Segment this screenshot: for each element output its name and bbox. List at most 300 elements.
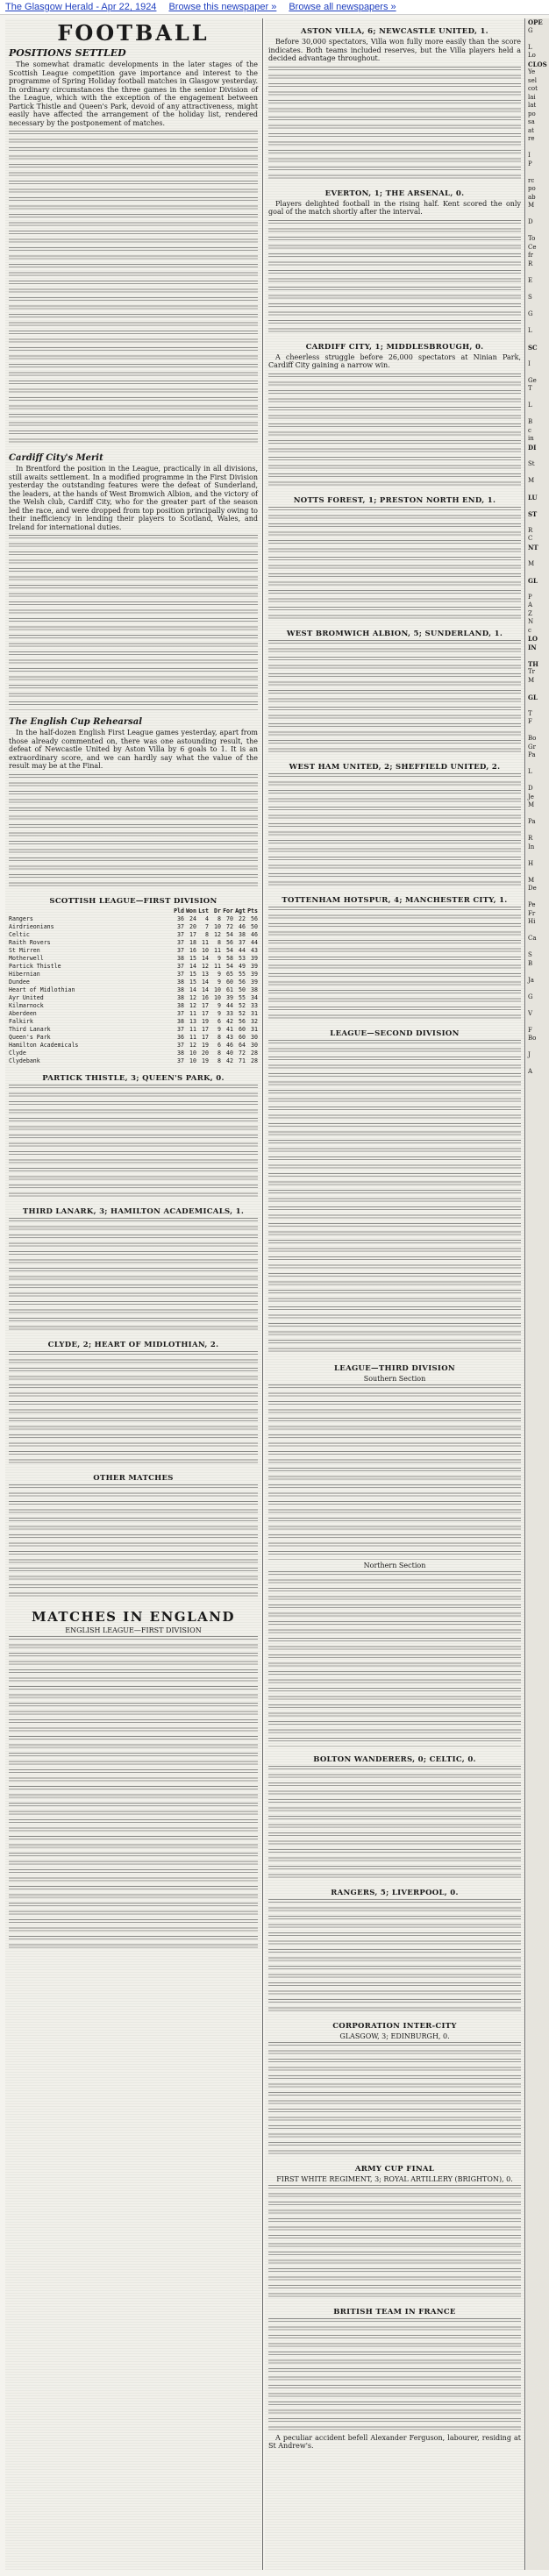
cropped-text-fragment bbox=[526, 568, 549, 577]
table-cell: 38 bbox=[177, 986, 184, 993]
cropped-text-fragment: LU bbox=[528, 493, 538, 502]
cropped-text-fragment bbox=[526, 893, 549, 902]
team-name: Aberdeen bbox=[9, 1009, 37, 1017]
table-row bbox=[9, 1057, 258, 1065]
cropped-text-fragment bbox=[526, 168, 549, 177]
article-body-text bbox=[9, 131, 258, 446]
table-row bbox=[9, 994, 258, 1002]
table-cell: 10 bbox=[214, 922, 221, 930]
table-cell: 30 bbox=[251, 1033, 258, 1041]
subhead-english-cup: The English Cup Rehearsal bbox=[9, 717, 143, 727]
viewer-toolbar bbox=[0, 0, 549, 15]
table-cell: 46 bbox=[226, 1041, 233, 1049]
table-cell: 19 bbox=[202, 1041, 209, 1049]
table-row bbox=[9, 947, 258, 955]
table-cell: 10 bbox=[189, 1057, 196, 1064]
match-report-text bbox=[268, 2318, 521, 2432]
cropped-text-fragment bbox=[526, 1060, 549, 1069]
table-cell: 15 bbox=[189, 978, 196, 986]
cropped-text-fragment: G bbox=[528, 993, 533, 1000]
table-cell: 37 bbox=[177, 1025, 184, 1033]
table-cell: 49 bbox=[239, 962, 246, 970]
table-cell: 55 bbox=[239, 970, 246, 978]
cropped-text-fragment: po bbox=[528, 185, 536, 192]
cropped-text-fragment: Z bbox=[528, 609, 532, 617]
table-cell: 20 bbox=[189, 922, 196, 930]
cropped-text-fragment: T bbox=[528, 385, 532, 392]
table-cell: 11 bbox=[189, 1033, 196, 1041]
cropped-text-fragment: I bbox=[528, 359, 531, 367]
cropped-text-fragment: at bbox=[528, 126, 534, 134]
match-report-text bbox=[268, 67, 521, 181]
cropped-text-fragment: A bbox=[528, 1068, 533, 1075]
table-cell: 70 bbox=[226, 914, 233, 922]
cropped-text-fragment: GL bbox=[528, 693, 538, 701]
table-cell: 9 bbox=[217, 1009, 221, 1017]
table-cell: 44 bbox=[251, 938, 258, 946]
cropped-text-fragment bbox=[526, 35, 549, 44]
table-cell: 22 bbox=[239, 914, 246, 922]
table-cell: 18 bbox=[189, 938, 196, 946]
team-name: Motherwell bbox=[9, 954, 44, 962]
cropped-text-fragment: E bbox=[528, 276, 533, 284]
cropped-text-fragment bbox=[526, 394, 549, 402]
table-cell: 8 bbox=[217, 1049, 221, 1057]
table-cell: 12 bbox=[189, 1041, 196, 1049]
table-cell: 19 bbox=[202, 1017, 209, 1025]
column-middle bbox=[265, 18, 524, 2570]
table-row bbox=[9, 955, 258, 963]
column-left bbox=[5, 18, 261, 2570]
table-cell: 50 bbox=[251, 922, 258, 930]
cropped-text-fragment: GL bbox=[528, 576, 538, 585]
table-cell: 17 bbox=[202, 1009, 209, 1017]
article-body-text bbox=[9, 774, 258, 888]
cropped-text-fragment: Ye bbox=[528, 68, 536, 75]
table-cell: 12 bbox=[189, 993, 196, 1001]
table-cell: 36 bbox=[177, 1033, 184, 1041]
browse-all-link[interactable]: Browse all newspapers » bbox=[289, 2, 396, 12]
cropped-text-fragment: M bbox=[528, 202, 535, 209]
table-cell: 17 bbox=[202, 1001, 209, 1009]
cropped-text-fragment: Ce bbox=[528, 243, 537, 251]
team-name: Clyde bbox=[9, 1049, 26, 1057]
table-cell: Pld bbox=[174, 907, 184, 914]
newspaper-date-link[interactable]: The Glasgow Herald - Apr 22, 1924 bbox=[5, 2, 157, 12]
cropped-text-fragment bbox=[526, 968, 549, 977]
section-subheading: Southern Section bbox=[363, 1374, 426, 1383]
table-cell: 42 bbox=[226, 1057, 233, 1064]
cropped-text-fragment: Pa bbox=[528, 751, 536, 758]
cropped-text-fragment: I bbox=[528, 152, 531, 159]
table-cell: 38 bbox=[239, 930, 246, 938]
match-report-text bbox=[268, 2042, 521, 2156]
match-heading: WEST BROMWICH ALBION, 5; SUNDERLAND, 1. bbox=[286, 629, 503, 638]
match-heading: CORPORATION INTER-CITY bbox=[332, 2021, 457, 2031]
other-matches-heading: OTHER MATCHES bbox=[93, 1473, 174, 1483]
table-header-row bbox=[9, 907, 258, 915]
table-cell: 55 bbox=[239, 993, 246, 1001]
league-table-heading: SCOTTISH LEAGUE—FIRST DIVISION bbox=[49, 896, 217, 906]
table-cell: 17 bbox=[202, 1025, 209, 1033]
cropped-text-fragment: Gr bbox=[528, 743, 536, 751]
cropped-text-fragment bbox=[526, 1043, 549, 1052]
match-heading: EVERTON, 1; THE ARSENAL, 0. bbox=[324, 189, 465, 198]
table-cell: 46 bbox=[239, 922, 246, 930]
cropped-text-fragment: N bbox=[528, 618, 534, 625]
cropped-text-fragment: fr bbox=[528, 252, 533, 259]
cropped-text-fragment: sa bbox=[528, 118, 535, 125]
table-cell: Dr bbox=[214, 907, 221, 914]
cropped-text-fragment: CLOS bbox=[528, 60, 547, 68]
table-cell: 40 bbox=[226, 1049, 233, 1057]
team-name: Third Lanark bbox=[9, 1025, 51, 1033]
table-cell: 32 bbox=[251, 1017, 258, 1025]
table-cell: 38 bbox=[177, 1001, 184, 1009]
cropped-text-fragment bbox=[526, 868, 549, 877]
table-cell: Won bbox=[186, 907, 196, 914]
table-cell: 11 bbox=[189, 1009, 196, 1017]
cropped-text-fragment bbox=[526, 551, 549, 560]
table-cell: 6 bbox=[217, 1017, 221, 1025]
table-row bbox=[9, 986, 258, 994]
match-report-text bbox=[268, 1899, 521, 2013]
match-heading: RANGERS, 5; LIVERPOOL, 0. bbox=[331, 1888, 459, 1897]
table-cell: 56 bbox=[239, 1017, 246, 1025]
table-cell: 15 bbox=[189, 970, 196, 978]
match-heading: PARTICK THISTLE, 3; QUEEN'S PARK, 0. bbox=[42, 1073, 225, 1083]
table-cell: 56 bbox=[226, 938, 233, 946]
column-rule bbox=[262, 18, 263, 2570]
table-cell: 37 bbox=[177, 930, 184, 938]
cropped-text-fragment: L bbox=[528, 768, 532, 775]
table-cell: 54 bbox=[226, 962, 233, 970]
cropped-text-fragment bbox=[526, 943, 549, 952]
table-row bbox=[9, 1042, 258, 1050]
team-name: Raith Rovers bbox=[9, 938, 51, 946]
table-cell: 60 bbox=[239, 1033, 246, 1041]
table-cell: 9 bbox=[217, 1025, 221, 1033]
cropped-text-fragment: In bbox=[528, 843, 535, 850]
newspaper-page bbox=[0, 18, 549, 2570]
cropped-text-fragment: Bo bbox=[528, 1035, 537, 1042]
table-cell: 37 bbox=[177, 922, 184, 930]
table-cell: 31 bbox=[251, 1025, 258, 1033]
cropped-text-fragment: TH bbox=[528, 659, 538, 668]
table-cell: 12 bbox=[189, 1001, 196, 1009]
table-row bbox=[9, 978, 258, 986]
cropped-text-fragment bbox=[526, 410, 549, 419]
cropped-text-fragment: OPE bbox=[528, 18, 543, 26]
cropped-text-fragment bbox=[526, 760, 549, 769]
cropped-text-fragment bbox=[526, 777, 549, 786]
cropped-text-fragment: Tr bbox=[528, 668, 536, 675]
table-cell: 37 bbox=[177, 1009, 184, 1017]
cropped-text-fragment bbox=[526, 810, 549, 819]
cropped-text-fragment: Fr bbox=[528, 909, 536, 917]
cropped-text-fragment: DI bbox=[528, 443, 537, 452]
cropped-text-fragment: po bbox=[528, 110, 536, 117]
table-cell: 39 bbox=[251, 970, 258, 978]
table-row bbox=[9, 1026, 258, 1034]
table-cell: 52 bbox=[239, 1009, 246, 1017]
cropped-text-fragment: sel bbox=[528, 76, 537, 84]
column-rule bbox=[524, 18, 525, 2570]
match-heading: TOTTENHAM HOTSPUR, 4; MANCHESTER CITY, 1. bbox=[282, 895, 508, 905]
cropped-text-fragment: P bbox=[528, 593, 532, 601]
cropped-text-fragment bbox=[526, 352, 549, 360]
table-cell: 53 bbox=[239, 954, 246, 962]
table-cell: 38 bbox=[177, 954, 184, 962]
table-cell: 33 bbox=[226, 1009, 233, 1017]
match-heading: NOTTS FOREST, 1; PRESTON NORTH END, 1. bbox=[293, 495, 496, 505]
league-table-text bbox=[268, 1384, 521, 1560]
cropped-text-fragment bbox=[526, 502, 549, 510]
aston-paragraph: Before 30,000 spectators, Villa won fully more easily than the score indicates. Both teams included reserves, but the Villa players held a decided advantage throughout. bbox=[268, 38, 521, 62]
kicker-heading: POSITIONS SETTLED bbox=[9, 47, 126, 59]
match-heading: BRITISH TEAM IN FRANCE bbox=[333, 2307, 456, 2316]
table-cell: 15 bbox=[189, 954, 196, 962]
table-cell: Pts bbox=[247, 907, 258, 914]
cropped-text-fragment: To bbox=[528, 235, 536, 242]
cropped-text-fragment: B bbox=[528, 959, 533, 967]
cropped-text-fragment: Je bbox=[528, 793, 534, 801]
team-name: Partick Thistle bbox=[9, 962, 61, 970]
table-cell: 37 bbox=[177, 962, 184, 970]
table-cell: 28 bbox=[251, 1049, 258, 1057]
table-cell: 54 bbox=[226, 946, 233, 954]
cropped-text-fragment: L bbox=[528, 402, 532, 409]
cropped-text-fragment: M bbox=[528, 876, 535, 884]
article-body-text bbox=[9, 535, 258, 710]
cropped-text-fragment: L bbox=[528, 43, 532, 51]
table-cell: 9 bbox=[217, 970, 221, 978]
table-cell: 43 bbox=[226, 1033, 233, 1041]
table-row bbox=[9, 971, 258, 978]
section-title: FOOTBALL bbox=[57, 20, 210, 46]
cropped-text-fragment bbox=[526, 701, 549, 710]
cropped-text-fragment bbox=[526, 727, 549, 736]
cropped-text-fragment: Ca bbox=[528, 935, 537, 942]
table-cell: 33 bbox=[251, 1001, 258, 1009]
table-cell: 38 bbox=[177, 993, 184, 1001]
cropped-text-fragment: LO bbox=[528, 635, 538, 643]
table-cell: 31 bbox=[251, 1009, 258, 1017]
team-name: Dundee bbox=[9, 978, 30, 986]
table-cell: 39 bbox=[251, 962, 258, 970]
table-cell: 28 bbox=[251, 1057, 258, 1064]
cropped-text-fragment: D bbox=[528, 218, 533, 225]
lead-paragraph: The somewhat dramatic developments in the later stages of the Scottish League competition gave importance and interest to the programme of Spring Holiday football matches in Glasgow yesterday. In ordinary circumstances the three games in the senior Division of the League, which with the exception of the engagement between Partick Thistle and Queen's Park, devoid of any attractiveness, might easily have affected the arrangement of the holiday list, rendered necessary by the postponement of matches. bbox=[9, 60, 258, 127]
table-cell: 37 bbox=[177, 1057, 184, 1064]
table-cell: 50 bbox=[239, 986, 246, 993]
cropped-text-fragment: M bbox=[528, 676, 535, 684]
match-report-text bbox=[9, 1085, 258, 1199]
league-table-text bbox=[268, 1571, 521, 1747]
match-heading: ARMY CUP FINAL bbox=[354, 2164, 435, 2174]
cardiff-paragraph: In Brentford the position in the League, practically in all divisions, still awaits settlement. In a modified programme in the First Division yesterday the outstanding features were the defeat of Sunderland, the leaders, at the hands of West Bromwich Albion, and the victory of the Welsh club, Cardiff City, who for the greater part of the season led the race, and were dropped from top position principally owing to their inefficiency in lending their players to Scotland, Wales, and Ireland for international duties. bbox=[9, 465, 258, 531]
table-cell: 38 bbox=[177, 1049, 184, 1057]
cropped-text-fragment bbox=[526, 985, 549, 993]
table-cell: 46 bbox=[251, 930, 258, 938]
table-cell: Agt bbox=[235, 907, 246, 914]
cropped-text-fragment bbox=[526, 302, 549, 310]
table-row bbox=[9, 1034, 258, 1042]
column-right-cropped bbox=[526, 18, 549, 2570]
table-cell: 20 bbox=[202, 1049, 209, 1057]
table-cell: 8 bbox=[205, 930, 209, 938]
cropped-text-fragment bbox=[526, 1018, 549, 1027]
table-cell: 44 bbox=[239, 946, 246, 954]
team-name: Ayr United bbox=[9, 993, 44, 1001]
cropped-text-fragment: H bbox=[528, 859, 534, 867]
cropped-text-fragment: S bbox=[528, 293, 532, 301]
table-cell: 14 bbox=[202, 954, 209, 962]
cropped-text-fragment bbox=[526, 685, 549, 694]
match-report-text bbox=[268, 507, 521, 621]
cropped-text-fragment: IN bbox=[528, 643, 537, 651]
cropped-text-fragment bbox=[526, 927, 549, 936]
subhead-cardiff: Cardiff City's Merit bbox=[9, 453, 103, 463]
cropped-text-fragment: M bbox=[528, 801, 535, 808]
match-report-text bbox=[268, 640, 521, 754]
other-matches-text bbox=[9, 1484, 258, 1598]
table-cell: 37 bbox=[177, 938, 184, 946]
table-row bbox=[9, 1050, 258, 1057]
cropped-text-fragment: R bbox=[528, 260, 533, 267]
team-name: Clydebank bbox=[9, 1057, 40, 1064]
table-cell: 36 bbox=[177, 914, 184, 922]
table-cell: 38 bbox=[177, 978, 184, 986]
team-name: Kilmarnock bbox=[9, 1001, 44, 1009]
table-cell: 11 bbox=[214, 962, 221, 970]
cropped-text-fragment bbox=[526, 518, 549, 527]
table-cell: 52 bbox=[239, 1001, 246, 1009]
cropped-text-fragment: F bbox=[528, 718, 532, 725]
table-cell: 34 bbox=[251, 993, 258, 1001]
table-cell: 11 bbox=[202, 938, 209, 946]
cropped-text-fragment: G bbox=[528, 310, 533, 317]
table-cell: 38 bbox=[251, 986, 258, 993]
table-cell: 16 bbox=[189, 946, 196, 954]
league-table bbox=[9, 907, 258, 1065]
team-name: Hibernian bbox=[9, 970, 40, 978]
match-report-text bbox=[268, 907, 521, 1021]
cropped-text-fragment: F bbox=[528, 1026, 532, 1034]
table-cell: 60 bbox=[239, 1025, 246, 1033]
match-report-text bbox=[268, 220, 521, 334]
team-name: Airdrieonians bbox=[9, 922, 54, 930]
section-subheading: Northern Section bbox=[363, 1561, 426, 1569]
cup-paragraph: In the half-dozen English First League games yesterday, apart from those already commented on, there was one astounding result, the defeat of Newcastle United by Aston Villa by 6 goals to 1. It is an extraordinary score, and we can hardly say what the value of the result may be at the Final. bbox=[9, 729, 258, 770]
cropped-text-fragment bbox=[526, 1001, 549, 1010]
table-cell: 39 bbox=[251, 978, 258, 986]
match-heading: THIRD LANARK, 3; HAMILTON ACADEMICALS, 1. bbox=[22, 1206, 245, 1216]
cropped-text-fragment bbox=[526, 268, 549, 277]
cropped-text-fragment: A bbox=[528, 601, 533, 608]
match-subheading: FIRST WHITE REGIMENT, 3; ROYAL ARTILLERY (BRIGHTON), 0. bbox=[276, 2174, 513, 2183]
team-name: Rangers bbox=[9, 914, 33, 922]
table-cell: 16 bbox=[202, 993, 209, 1001]
cropped-text-fragment bbox=[526, 318, 549, 327]
table-cell: 56 bbox=[251, 914, 258, 922]
cropped-text-fragment: Pa bbox=[528, 818, 536, 825]
league-table-text bbox=[268, 1040, 521, 1356]
cropped-text-fragment bbox=[526, 585, 549, 594]
table-cell: 9 bbox=[217, 1001, 221, 1009]
team-name: Queen's Park bbox=[9, 1033, 51, 1041]
match-report-text bbox=[9, 1218, 258, 1332]
table-cell: 13 bbox=[202, 970, 209, 978]
match-heading: ASTON VILLA, 6; NEWCASTLE UNITED, 1. bbox=[301, 27, 488, 36]
everton-paragraph: Players delighted football in the rising half. Kent scored the only goal of the match shortly after the interval. bbox=[268, 199, 521, 216]
cropped-text-fragment: M bbox=[528, 476, 535, 484]
cropped-text-fragment bbox=[526, 851, 549, 860]
cropped-text-fragment: L bbox=[528, 326, 532, 334]
table-cell: 72 bbox=[226, 922, 233, 930]
table-cell: 58 bbox=[226, 954, 233, 962]
table-row bbox=[9, 939, 258, 947]
cropped-text-fragment bbox=[526, 210, 549, 219]
league-table-heading: LEAGUE—THIRD DIVISION bbox=[334, 1363, 455, 1373]
cropped-text-fragment bbox=[526, 468, 549, 477]
table-cell: 17 bbox=[202, 1033, 209, 1041]
browse-newspaper-link[interactable]: Browse this newspaper » bbox=[168, 2, 277, 12]
cropped-text-fragment: c bbox=[528, 426, 531, 434]
table-cell: 65 bbox=[226, 970, 233, 978]
english-table-text bbox=[9, 1636, 258, 1952]
cropped-text-fragment: T bbox=[528, 709, 532, 717]
cropped-text-fragment: B bbox=[528, 418, 533, 425]
table-cell: 60 bbox=[226, 978, 233, 986]
cropped-text-fragment: ST bbox=[528, 509, 538, 518]
table-cell: 42 bbox=[226, 1017, 233, 1025]
team-name: Falkirk bbox=[9, 1017, 33, 1025]
table-cell: 7 bbox=[205, 922, 209, 930]
cropped-text-fragment bbox=[526, 368, 549, 377]
table-cell: 39 bbox=[251, 954, 258, 962]
table-cell: 10 bbox=[202, 946, 209, 954]
match-heading: BOLTON WANDERERS, 0; CELTIC, 0. bbox=[313, 1754, 476, 1764]
table-cell: 37 bbox=[177, 970, 184, 978]
table-cell: 14 bbox=[189, 962, 196, 970]
cropped-text-fragment: R bbox=[528, 526, 533, 534]
table-cell: 41 bbox=[226, 1025, 233, 1033]
table-cell: 43 bbox=[251, 946, 258, 954]
cropped-text-fragment: G bbox=[528, 26, 533, 34]
table-cell: 39 bbox=[226, 993, 233, 1001]
cropped-text-fragment: ab bbox=[528, 193, 536, 201]
team-name: Celtic bbox=[9, 930, 30, 938]
cropped-text-fragment bbox=[526, 335, 549, 344]
table-cell: 9 bbox=[217, 954, 221, 962]
cropped-text-fragment: Ja bbox=[528, 976, 534, 984]
table-cell: 19 bbox=[202, 1057, 209, 1064]
table-cell: 56 bbox=[239, 978, 246, 986]
cropped-text-fragment: D bbox=[528, 785, 533, 792]
match-report-text bbox=[268, 773, 521, 887]
cropped-text-fragment: SC bbox=[528, 343, 538, 352]
table-cell: 10 bbox=[214, 993, 221, 1001]
cropped-text-fragment: lat bbox=[528, 102, 537, 109]
table-cell: 14 bbox=[202, 986, 209, 993]
table-cell: 61 bbox=[226, 986, 233, 993]
table-row bbox=[9, 1018, 258, 1026]
cropped-text-fragment: Ge bbox=[528, 376, 537, 384]
cropped-text-fragment: Bo bbox=[528, 735, 537, 742]
team-name: Hamilton Academicals bbox=[9, 1041, 79, 1049]
table-cell: 17 bbox=[189, 930, 196, 938]
